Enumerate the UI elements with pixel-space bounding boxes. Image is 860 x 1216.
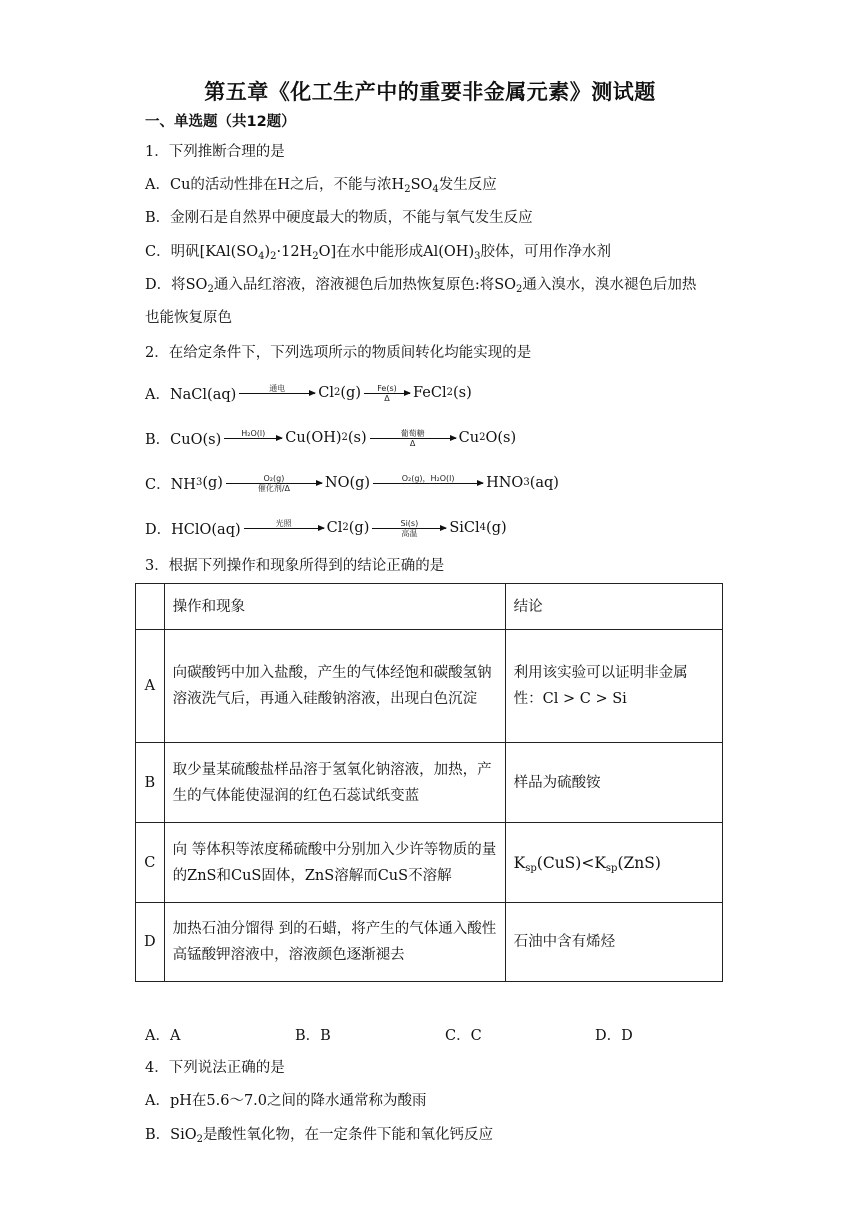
question-3-stem: 3．根据下列操作和现象所得到的结论正确的是 xyxy=(145,558,445,574)
row-conclusion: $K_{sp}(CuS)<K_{sp}(ZnS)$ xyxy=(505,823,722,903)
question-1-option-d-cont: 也能恢复原色 xyxy=(145,310,232,326)
reaction-arrow: 光照 xyxy=(244,516,324,540)
question-2-option-b: B．CuO(s) H₂O(l) Cu(OH) 2 (s) 葡萄糖 Δ Cu 2 O(s) xyxy=(145,426,516,450)
question-1-option-d: D．将$SO_2$通入品红溶液，溶液褪色后加热恢复原色:将$SO_2$通入溴水，溴水褪色后加热 xyxy=(145,277,697,295)
table-header-row xyxy=(136,584,723,630)
reaction-arrow: 通电 xyxy=(239,381,315,405)
row-key: C xyxy=(136,823,165,903)
reaction-arrow: H₂O(l) xyxy=(224,426,282,450)
question-2-stem: 2．在给定条件下，下列选项所示的物质间转化均能实现的是 xyxy=(145,345,532,361)
question-1-option-a: A．Cu的活动性排在H之后，不能与浓$H_2SO_4$发生反应 xyxy=(145,177,497,195)
table-row xyxy=(136,743,723,823)
reaction-arrow: O₂(g)，H₂O(l) xyxy=(373,471,483,495)
question-3-table xyxy=(135,583,723,982)
row-operation: 加热石油分馏得 到的石蜡，将产生的气体通入酸性高锰酸钾溶液中，溶液颜色逐渐褪去 xyxy=(164,903,505,982)
question-2-option-a: A．NaCl(aq) 通电 Cl 2 (g) Fe(s) Δ FeCl 2 (s) xyxy=(145,381,472,405)
section-heading: 一、单选题（共12题） xyxy=(145,114,296,130)
table-row xyxy=(136,630,723,743)
row-key: D xyxy=(136,903,165,982)
header-conclusion: 结论 xyxy=(505,584,722,630)
question-1-stem: 1．下列推断合理的是 xyxy=(145,144,285,160)
reaction-arrow: Si(s) 高温 xyxy=(372,516,446,540)
page-title: 第五章《化工生产中的重要非金属元素》测试题 xyxy=(204,80,656,104)
question-2-option-d: D．HClO(aq) 光照 Cl 2 (g) Si(s) 高温 SiCl 4 (g) xyxy=(145,516,507,540)
reaction-arrow: Fe(s) Δ xyxy=(364,381,410,405)
option-d: D．D xyxy=(595,1028,633,1044)
question-1-option-c: C．明矾$[KAl(SO_4)_2\cdot 12H_2O]$在水中能形成$Al(OH)_3$胶体，可用作净水剂 xyxy=(145,244,611,262)
row-conclusion: 样品为硫酸铵 xyxy=(505,743,722,823)
reaction-arrow: O₂(g) 催化剂/Δ xyxy=(226,471,322,495)
question-4-option-a: A．pH在5.6～7.0之间的降水通常称为酸雨 xyxy=(145,1093,427,1109)
table-row xyxy=(136,903,723,982)
row-key: B xyxy=(136,743,165,823)
header-operation: 操作和现象 xyxy=(164,584,505,630)
row-conclusion: 利用该实验可以证明非金属 性：Cl > C > Si xyxy=(505,630,722,743)
option-a: A．A xyxy=(145,1028,181,1044)
row-operation: 取少量某硫酸盐样品溶于氢氧化钠溶液，加热，产生的气体能使湿润的红色石蕊试纸变蓝 xyxy=(164,743,505,823)
row-operation: 向 等体积等浓度稀硫酸中分别加入少许等物质的量的ZnS和CuS固体，ZnS溶解而CuS不溶解 xyxy=(164,823,505,903)
row-key: A xyxy=(136,630,165,743)
question-4-option-b: B．SiO$_2$是酸性氧化物，在一定条件下能和氧化钙反应 xyxy=(145,1127,493,1145)
table-row xyxy=(136,823,723,903)
reaction-arrow: 葡萄糖 Δ xyxy=(370,426,456,450)
question-1-option-b: B．金刚石是自然界中硬度最大的物质，不能与氧气发生反应 xyxy=(145,210,533,226)
question-4-stem: 4．下列说法正确的是 xyxy=(145,1060,285,1076)
option-c: C．C xyxy=(445,1028,482,1044)
row-conclusion: 石油中含有烯烃 xyxy=(505,903,722,982)
row-operation: 向碳酸钙中加入盐酸，产生的气体经饱和碳酸氢钠溶液洗气后，再通入硅酸钠溶液，出现白色沉淀 xyxy=(164,630,505,743)
option-b: B．B xyxy=(295,1028,331,1044)
question-2-option-c: C．NH 3 (g) O₂(g) 催化剂/Δ NO(g) O₂(g)，H₂O(l) HNO 3 (aq) xyxy=(145,471,559,495)
